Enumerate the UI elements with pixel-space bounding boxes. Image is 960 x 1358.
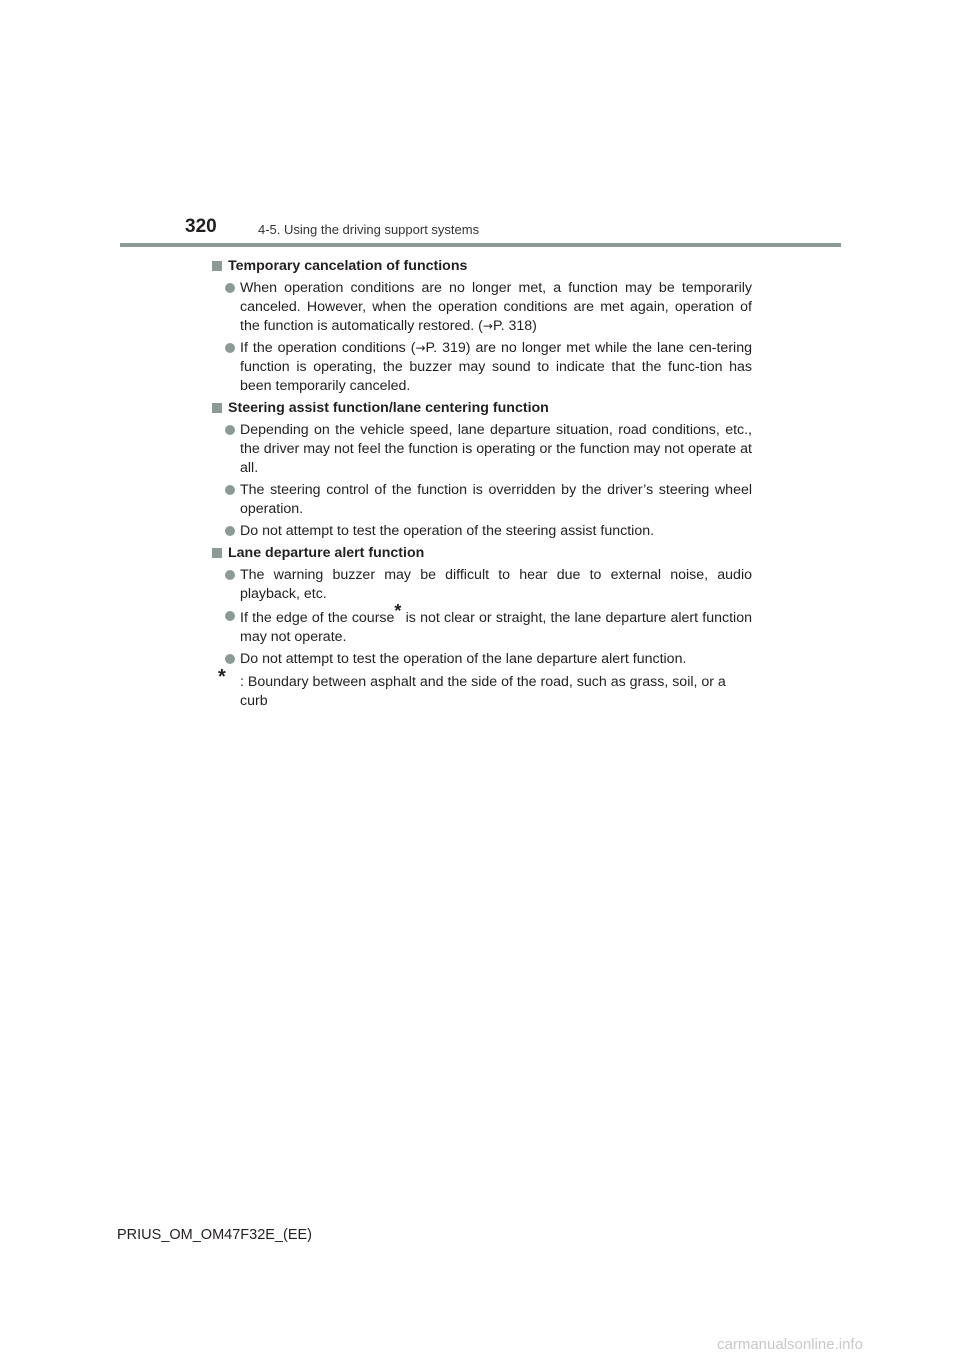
section-heading xyxy=(212,544,752,563)
section-title: Temporary cancelation of functions xyxy=(228,258,468,274)
round-bullet-icon xyxy=(225,485,235,495)
section-title: Lane departure alert function xyxy=(228,545,425,561)
round-bullet-icon xyxy=(225,570,235,580)
round-bullet-icon xyxy=(225,283,235,293)
watermark: carmanualsonline.info xyxy=(717,1336,863,1353)
round-bullet-icon xyxy=(225,343,235,353)
footnote xyxy=(212,666,752,711)
square-bullet-icon xyxy=(212,403,222,413)
section-title: Steering assist function/lane centering function xyxy=(228,400,549,416)
list-item: If the edge of the course* is not clear or straight, the lane departure alert function may not operate. xyxy=(212,607,752,647)
footnote-star-icon: * xyxy=(394,601,402,621)
round-bullet-icon xyxy=(225,526,235,536)
round-bullet-icon xyxy=(225,654,235,664)
list-item: Depending on the vehicle speed, lane departure situation, road conditions, etc., the driver may not feel the function is operating or the function may not operate at all. xyxy=(212,421,752,478)
list-item: When operation conditions are no longer met, a function may be temporarily canceled. However, when the operation conditions are met again, operation of the function is automatically restored. (→P. 318) xyxy=(212,279,752,336)
list-item: The steering control of the function is overridden by the driver’s steering wheel operation. xyxy=(212,481,752,519)
page-footer: PRIUS_OM_OM47F32E_(EE) xyxy=(117,1227,313,1243)
arrow-icon: → xyxy=(415,341,426,355)
page-number: 320 xyxy=(185,216,217,237)
square-bullet-icon xyxy=(212,548,222,558)
list-item: Do not attempt to test the operation of the steering assist function. xyxy=(212,522,752,541)
page-reference-link[interactable]: P. 318) xyxy=(492,318,537,334)
round-bullet-icon xyxy=(225,611,235,621)
section-heading xyxy=(212,257,752,276)
footnote-text: : Boundary between asphalt and the side of the road, such as grass, soil, or a curb xyxy=(240,674,726,709)
header-rule xyxy=(120,243,841,247)
arrow-icon: → xyxy=(482,319,493,333)
list-item: Do not attempt to test the operation of the lane departure alert function. xyxy=(212,650,752,669)
list-item: The warning buzzer may be difficult to hear due to external noise, audio playback, etc. xyxy=(212,566,752,604)
list-item: If the operation conditions (→P. 319) are no longer met while the lane cen-tering function is operating, the buzzer may sound to indicate that the func-tion has been temporarily canceled. xyxy=(212,339,752,396)
page-content xyxy=(212,254,752,711)
footnote-star-icon: * xyxy=(218,666,226,688)
chapter-title: 4-5. Using the driving support systems xyxy=(258,222,480,237)
square-bullet-icon xyxy=(212,261,222,271)
page-header xyxy=(185,216,845,246)
round-bullet-icon xyxy=(225,425,235,435)
section-heading xyxy=(212,399,752,418)
